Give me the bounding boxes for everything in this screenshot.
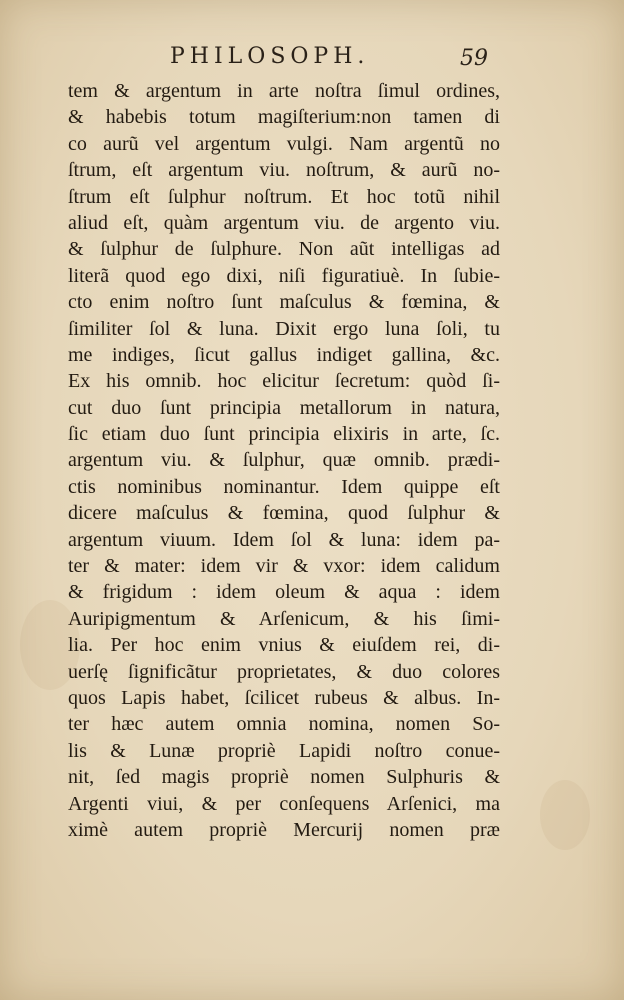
text-line: aliud eſt, quàm argentum viu. de argento viu. — [68, 211, 500, 234]
text-line: ſtrum, eſt argentum viu. noſtrum, & aurũ no- — [68, 159, 500, 182]
page-number: 59 — [460, 46, 488, 71]
text-line: ter hæc autem omnia nomina, nomen So- — [68, 713, 500, 736]
text-line: co aurũ vel argentum vulgi. Nam argentũ no — [68, 132, 500, 155]
text-line: quos Lapis habet, ſcilicet rubeus & albus. In- — [68, 686, 500, 709]
text-line: lis & Lunæ propriè Lapidi noſtro conue- — [68, 739, 500, 762]
text-line: argentum viuum. Idem ſol & luna: idem pa- — [68, 528, 500, 551]
text-line: ſimiliter ſol & luna. Dixit ergo luna ſoli, tu — [68, 317, 500, 340]
paper-stain — [540, 780, 590, 850]
text-line: dicere maſculus & fœmina, quod ſulphur & — [68, 502, 500, 525]
text-line: tem & argentum in arte noſtra ſimul ordines, — [68, 80, 500, 102]
text-line: ſic etiam duo ſunt principia elixiris in arte, ſc. — [68, 423, 500, 446]
text-line: lia. Per hoc enim vnius & eiuſdem rei, di- — [68, 634, 500, 657]
text-line: & habebis totum magiſterium:non tamen di — [68, 106, 500, 129]
text-line: ter & mater: idem vir & vxor: idem calidum — [68, 555, 500, 578]
text-line: Auripigmentum & Arſenicum, & his ſimi- — [68, 607, 500, 630]
text-line: ximè autem propriè Mercurij nomen præ — [68, 818, 500, 841]
text-line: Ex his omnib. hoc elicitur ſecretum: quòd ſi- — [68, 370, 500, 393]
text-line: nit, ſed magis propriè nomen Sulphuris & — [68, 766, 500, 789]
text-line: & frigidum : idem oleum & aqua : idem — [68, 581, 500, 604]
text-line: ſtrum eſt ſulphur noſtrum. Et hoc totũ nihil — [68, 185, 500, 208]
text-line: Argenti viui, & per conſequens Arſenici, ma — [68, 792, 500, 815]
text-line: cto enim noſtro ſunt maſculus & fœmina, & — [68, 291, 500, 314]
text-line: uerſę ſignificãtur proprietates, & duo colores — [68, 660, 500, 683]
text-line: cut duo ſunt principia metallorum in natura, — [68, 396, 500, 419]
text-line: & ſulphur de ſulphure. Non aũt intelligas ad — [68, 238, 500, 261]
body-text — [68, 78, 500, 843]
text-line: argentum viu. & ſulphur, quæ omnib. prædi- — [68, 449, 500, 472]
running-head: PHILOSOPH. — [170, 44, 370, 69]
text-line: ctis nominibus nominantur. Idem quippe eſt — [68, 475, 500, 498]
text-line: me indiges, ſicut gallus indiget gallina, &c. — [68, 343, 500, 366]
text-line: literã quod ego dixi, niſi figuratiuè. In ſubie- — [68, 264, 500, 287]
